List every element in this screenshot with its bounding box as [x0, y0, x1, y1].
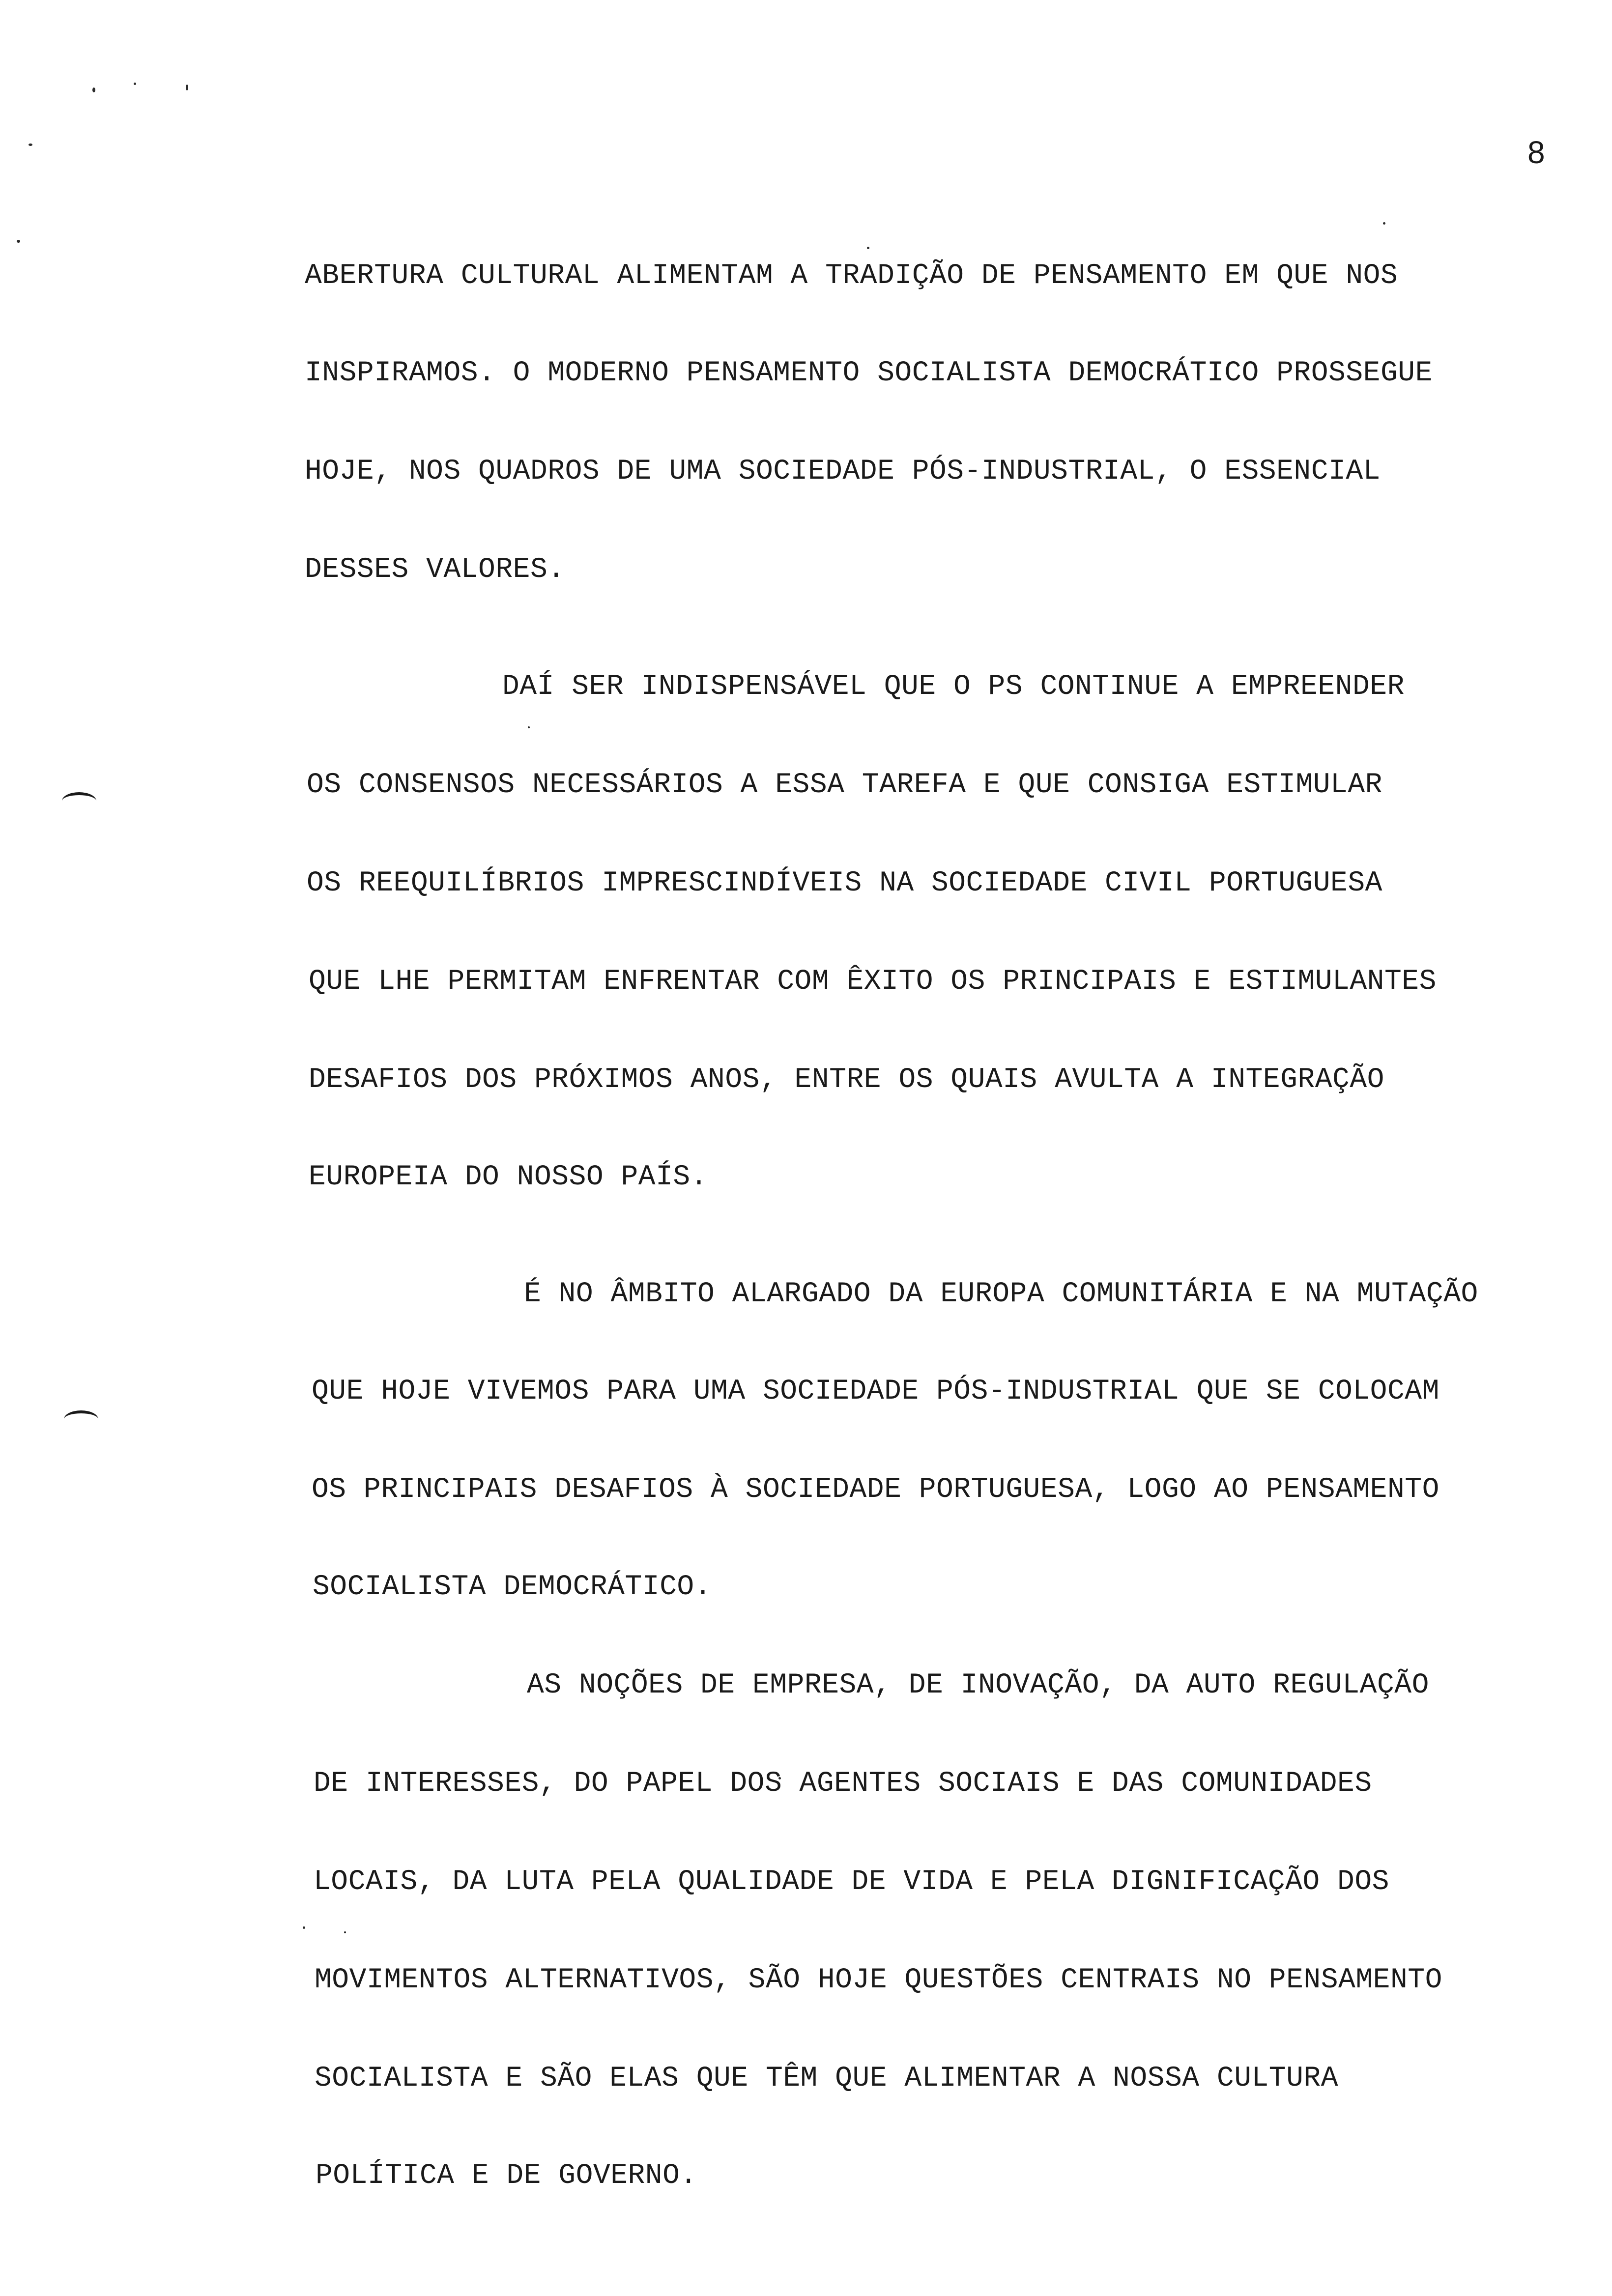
text-line: POLÍTICA E DE GOVERNO.: [316, 2160, 697, 2192]
text-line: SOCIALISTA E SÃO ELAS QUE TÊM QUE ALIMENTAR A NOSSA CULTURA: [315, 2063, 1339, 2095]
text-line: OS CONSENSOS NECESSÁRIOS A ESSA TAREFA E QUE CONSIGA ESTIMULAR: [307, 769, 1382, 801]
scan-speck: [303, 1926, 305, 1929]
text-line: DE INTERESSES, DO PAPEL DOS AGENTES SOCIAIS E DAS COMUNIDADES: [314, 1768, 1372, 1800]
page-number: 8: [1527, 135, 1545, 170]
scan-speck: [29, 144, 32, 146]
text-line: DESSES VALORES.: [305, 554, 565, 586]
text-line: EUROPEIA DO NOSSO PAÍS.: [309, 1161, 708, 1193]
scan-speck: [17, 240, 20, 243]
text-line: SOCIALISTA DEMOCRÁTICO.: [313, 1571, 712, 1603]
scan-speck: [1383, 222, 1385, 225]
scan-speck: [92, 87, 95, 92]
text-line: OS PRINCIPAIS DESAFIOS À SOCIEDADE PORTUGUESA, LOGO AO PENSAMENTO: [312, 1474, 1439, 1506]
text-line: AS NOÇÕES DE EMPRESA, DE INOVAÇÃO, DA AUTO REGULAÇÃO: [527, 1669, 1429, 1701]
text-line: QUE HOJE VIVEMOS PARA UMA SOCIEDADE PÓS-INDUSTRIAL QUE SE COLOCAM: [312, 1376, 1439, 1407]
scan-speck: [186, 85, 188, 90]
text-line: OS REEQUILÍBRIOS IMPRESCINDÍVEIS NA SOCIEDADE CIVIL PORTUGUESA: [307, 867, 1382, 899]
binder-hole-mark: [62, 792, 96, 810]
scan-speck: [528, 726, 530, 728]
text-line: INSPIRAMOS. O MODERNO PENSAMENTO SOCIALISTA DEMOCRÁTICO PROSSEGUE: [305, 357, 1433, 389]
scan-speck: [134, 83, 136, 85]
text-line: ABERTURA CULTURAL ALIMENTAM A TRADIÇÃO DE PENSAMENTO EM QUE NOS: [305, 260, 1398, 292]
text-line: DAÍ SER INDISPENSÁVEL QUE O PS CONTINUE A EMPREENDER: [502, 671, 1405, 703]
text-line: É NO ÂMBITO ALARGADO DA EUROPA COMUNITÁRIA E NA MUTAÇÃO: [524, 1278, 1478, 1310]
binder-hole-mark: [64, 1410, 98, 1428]
scan-speck: [344, 1931, 346, 1933]
scan-speck: [867, 247, 869, 249]
text-line: MOVIMENTOS ALTERNATIVOS, SÃO HOJE QUESTÕES CENTRAIS NO PENSAMENTO: [315, 1964, 1442, 1996]
text-line: QUE LHE PERMITAM ENFRENTAR COM ÊXITO OS PRINCIPAIS E ESTIMULANTES: [309, 966, 1437, 998]
text-line: DESAFIOS DOS PRÓXIMOS ANOS, ENTRE OS QUAIS AVULTA A INTEGRAÇÃO: [309, 1064, 1384, 1096]
text-line: HOJE, NOS QUADROS DE UMA SOCIEDADE PÓS-INDUSTRIAL, O ESSENCIAL: [305, 456, 1381, 488]
text-line: LOCAIS, DA LUTA PELA QUALIDADE DE VIDA E PELA DIGNIFICAÇÃO DOS: [314, 1866, 1389, 1898]
